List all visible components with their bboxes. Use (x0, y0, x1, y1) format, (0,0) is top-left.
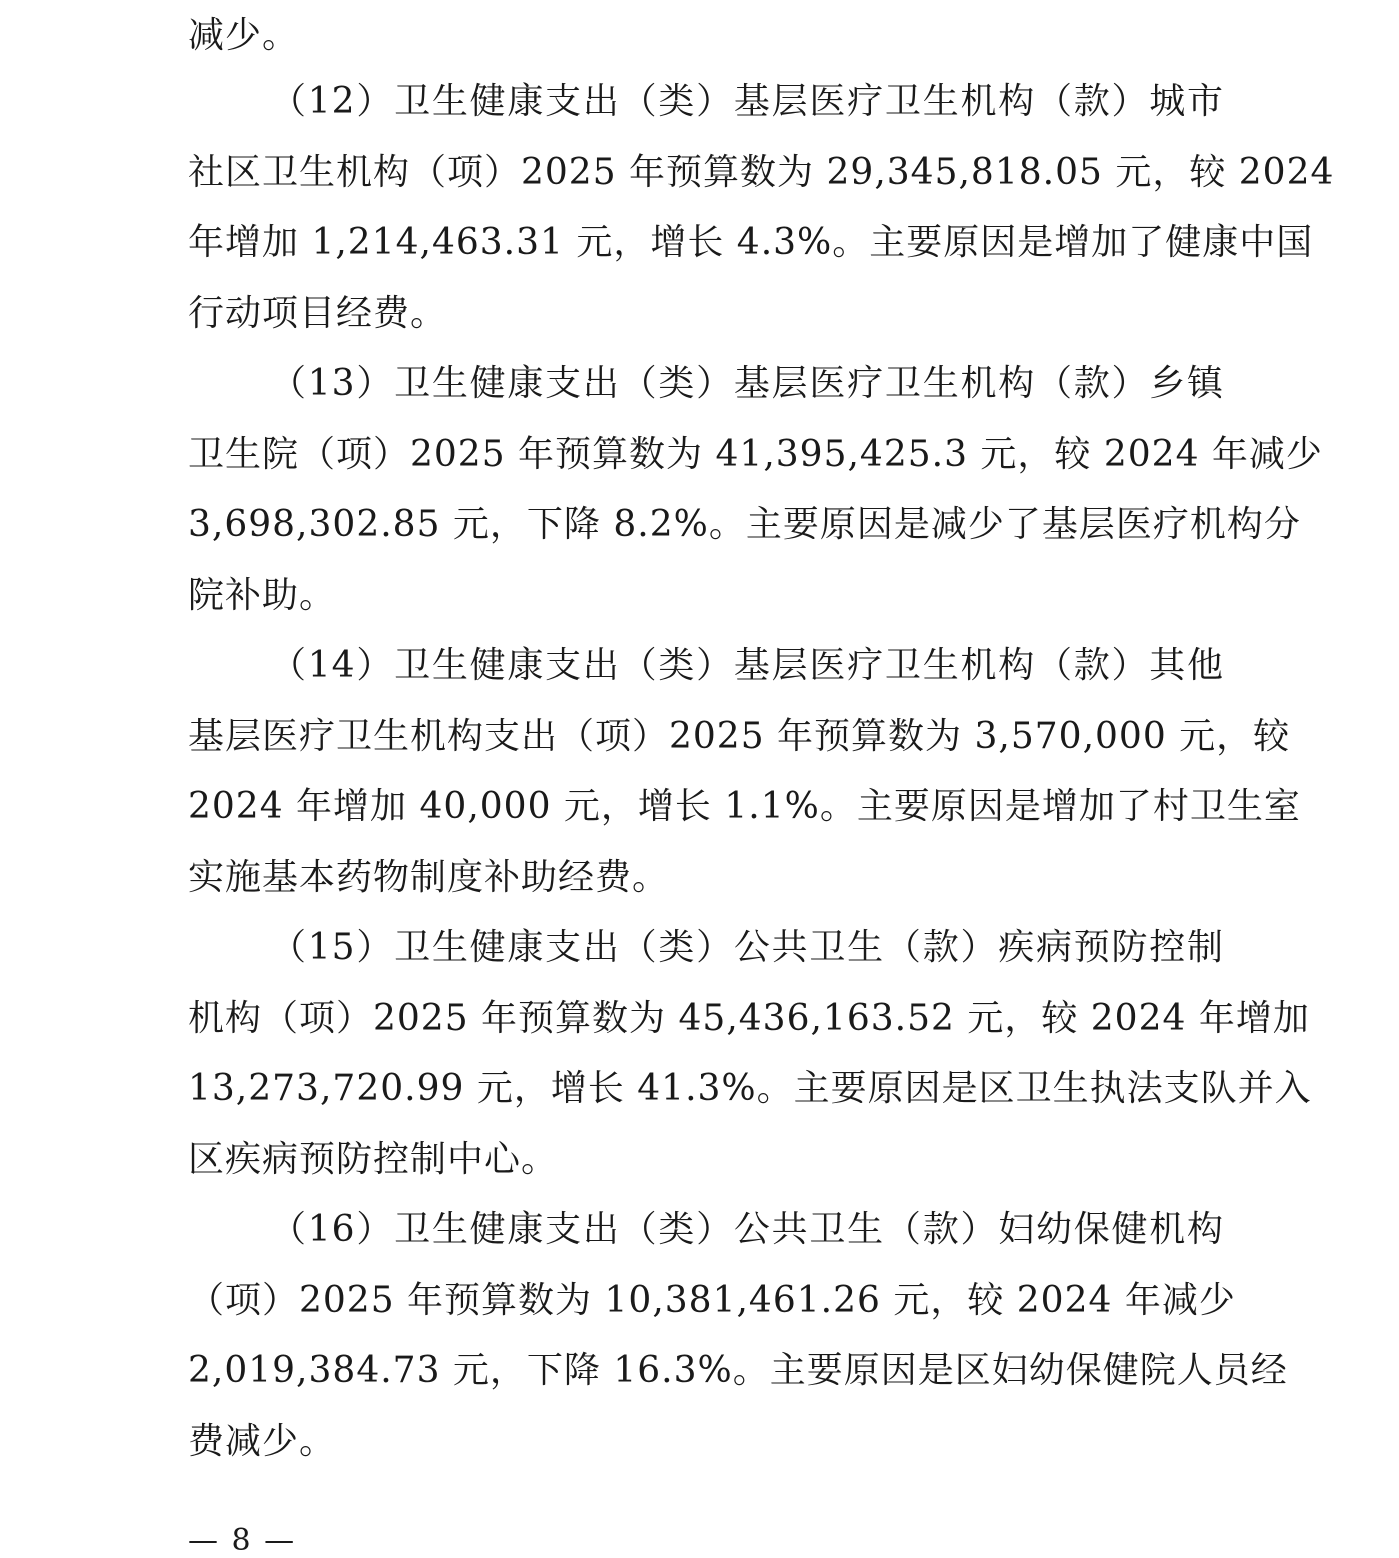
text-line: 社区卫生机构（项）2025 年预算数为 29,345,818.05 元，较 2024 (188, 152, 1335, 193)
text-line: 减少。 (188, 15, 300, 56)
text-line: 机构（项）2025 年预算数为 45,436,163.52 元，较 2024 年增加 (188, 998, 1310, 1039)
paragraph-12-line-1: （12）卫生健康支出（类）基层医疗卫生机构（款）城市 (270, 81, 1224, 122)
text-line: 实施基本药物制度补助经费。 (188, 857, 670, 898)
paragraph-14-line-1: （14）卫生健康支出（类）基层医疗卫生机构（款）其他 (270, 645, 1224, 686)
text-line: 年增加 1,214,463.31 元，增长 4.3%。主要原因是增加了健康中国 (188, 222, 1314, 263)
text-line: 2024 年增加 40,000 元，增长 1.1%。主要原因是增加了村卫生室 (188, 786, 1301, 827)
paragraph-13-line-1: （13）卫生健康支出（类）基层医疗卫生机构（款）乡镇 (270, 363, 1224, 404)
paragraph-15-line-1: （15）卫生健康支出（类）公共卫生（款）疾病预防控制 (270, 927, 1224, 968)
text-line: 卫生院（项）2025 年预算数为 41,395,425.3 元，较 2024 年减少 (188, 434, 1323, 475)
text-line: 行动项目经费。 (188, 293, 448, 334)
page-number: — 8 — (188, 1523, 297, 1558)
text-line: 13,273,720.99 元，增长 41.3%。主要原因是区卫生执法支队并入 (188, 1068, 1312, 1109)
text-line: 区疾病预防控制中心。 (188, 1139, 559, 1180)
paragraph-16-line-1: （16）卫生健康支出（类）公共卫生（款）妇幼保健机构 (270, 1209, 1224, 1250)
text-line: 院补助。 (188, 575, 337, 616)
text-line: 2,019,384.73 元，下降 16.3%。主要原因是区妇幼保健院人员经 (188, 1350, 1288, 1391)
text-line: 费减少。 (188, 1421, 337, 1462)
text-line: （项）2025 年预算数为 10,381,461.26 元，较 2024 年减少 (188, 1280, 1236, 1321)
text-line: 基层医疗卫生机构支出（项）2025 年预算数为 3,570,000 元，较 (188, 716, 1291, 757)
text-line: 3,698,302.85 元，下降 8.2%。主要原因是减少了基层医疗机构分 (188, 504, 1301, 545)
